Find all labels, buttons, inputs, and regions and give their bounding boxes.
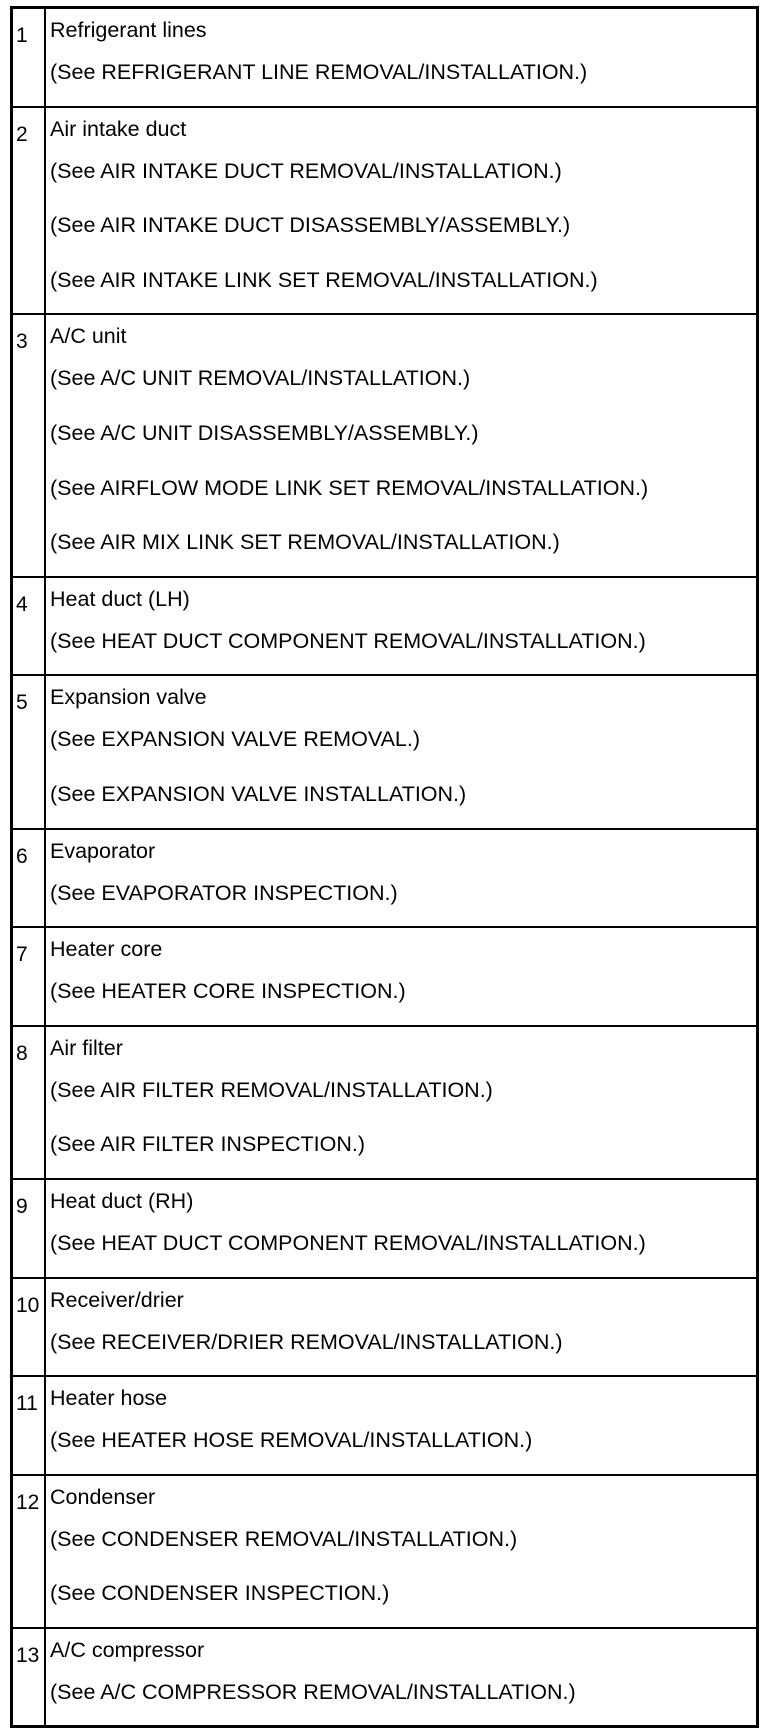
- table-row: [12, 1475, 758, 1628]
- component-name: Receiver/drier: [50, 1287, 184, 1312]
- component-table-body: [12, 8, 758, 1727]
- procedure-reference-link[interactable]: (See HEAT DUCT COMPONENT REMOVAL/INSTALLATION.): [50, 1230, 646, 1255]
- item-description: [45, 1278, 758, 1377]
- procedure-reference-link[interactable]: (See AIR FILTER REMOVAL/INSTALLATION.): [50, 1077, 493, 1102]
- table-row: [12, 1376, 758, 1475]
- component-name: Heat duct (RH): [50, 1188, 194, 1213]
- component-name: Evaporator: [50, 838, 156, 863]
- component-name: A/C compressor: [50, 1637, 205, 1662]
- table-row: [12, 1628, 758, 1727]
- item-number: 12: [12, 1475, 46, 1628]
- item-number: 9: [12, 1179, 46, 1278]
- procedure-reference-link[interactable]: (See AIR INTAKE DUCT REMOVAL/INSTALLATION.): [50, 158, 562, 183]
- table-row: [12, 829, 758, 928]
- procedure-reference-link[interactable]: (See HEATER HOSE REMOVAL/INSTALLATION.): [50, 1428, 533, 1453]
- component-name: Heat duct (LH): [50, 586, 190, 611]
- item-number: 13: [12, 1628, 46, 1727]
- item-description: [45, 1179, 758, 1278]
- table-row: [12, 577, 758, 676]
- procedure-reference-link[interactable]: (See AIR INTAKE LINK SET REMOVAL/INSTALLATION.): [50, 267, 598, 292]
- item-number: 1: [12, 8, 46, 107]
- procedure-reference-link[interactable]: (See AIR FILTER INSPECTION.): [50, 1132, 365, 1157]
- item-number: 5: [12, 675, 46, 828]
- table-row: [12, 8, 758, 107]
- component-name: Heater core: [50, 937, 163, 962]
- table-row: [12, 1026, 758, 1179]
- procedure-reference-link[interactable]: (See EXPANSION VALVE REMOVAL.): [50, 727, 420, 752]
- procedure-reference-link[interactable]: (See A/C UNIT DISASSEMBLY/ASSEMBLY.): [50, 420, 479, 445]
- procedure-reference-link[interactable]: (See A/C COMPRESSOR REMOVAL/INSTALLATION.): [50, 1679, 576, 1704]
- component-name: Air filter: [50, 1035, 123, 1060]
- table-row: [12, 675, 758, 828]
- item-description: [45, 1628, 758, 1727]
- component-table: [10, 6, 759, 1728]
- table-row: [12, 927, 758, 1026]
- item-description: [45, 829, 758, 928]
- component-name: Heater hose: [50, 1386, 168, 1411]
- procedure-reference-link[interactable]: (See AIR MIX LINK SET REMOVAL/INSTALLATION.): [50, 530, 560, 555]
- component-name: Condenser: [50, 1484, 156, 1509]
- item-number: 11: [12, 1376, 46, 1475]
- item-number: 3: [12, 314, 46, 576]
- procedure-reference-link[interactable]: (See CONDENSER REMOVAL/INSTALLATION.): [50, 1526, 518, 1551]
- item-description: [45, 8, 758, 107]
- component-name: Refrigerant lines: [50, 18, 207, 42]
- procedure-reference-link[interactable]: (See A/C UNIT REMOVAL/INSTALLATION.): [50, 366, 471, 391]
- item-number: 8: [12, 1026, 46, 1179]
- item-description: [45, 314, 758, 576]
- procedure-reference-link[interactable]: (See REFRIGERANT LINE REMOVAL/INSTALLATION.): [50, 60, 588, 84]
- component-name: A/C unit: [50, 324, 127, 349]
- procedure-reference-link[interactable]: (See EVAPORATOR INSPECTION.): [50, 880, 398, 905]
- item-description: [45, 1475, 758, 1628]
- component-name: Expansion valve: [50, 685, 207, 710]
- procedure-reference-link[interactable]: (See HEATER CORE INSPECTION.): [50, 979, 406, 1004]
- procedure-reference-link[interactable]: (See HEAT DUCT COMPONENT REMOVAL/INSTALLATION.): [50, 628, 646, 653]
- table-row: [12, 1179, 758, 1278]
- procedure-reference-link[interactable]: (See RECEIVER/DRIER REMOVAL/INSTALLATION.): [50, 1329, 563, 1354]
- item-description: [45, 927, 758, 1026]
- procedure-reference-link[interactable]: (See CONDENSER INSPECTION.): [50, 1581, 390, 1606]
- table-row: [12, 314, 758, 576]
- item-description: [45, 577, 758, 676]
- item-description: [45, 1376, 758, 1475]
- item-number: 7: [12, 927, 46, 1026]
- procedure-reference-link[interactable]: (See EXPANSION VALVE INSTALLATION.): [50, 781, 467, 806]
- item-number: 6: [12, 829, 46, 928]
- item-number: 2: [12, 107, 46, 315]
- item-number: 4: [12, 577, 46, 676]
- item-description: [45, 107, 758, 315]
- procedure-reference-link[interactable]: (See AIRFLOW MODE LINK SET REMOVAL/INSTALLATION.): [50, 475, 649, 500]
- procedure-reference-link[interactable]: (See AIR INTAKE DUCT DISASSEMBLY/ASSEMBLY.): [50, 213, 571, 238]
- table-row: [12, 1278, 758, 1377]
- component-name: Air intake duct: [50, 116, 187, 141]
- item-number: 10: [12, 1278, 46, 1377]
- item-description: [45, 675, 758, 828]
- item-description: [45, 1026, 758, 1179]
- table-row: [12, 107, 758, 315]
